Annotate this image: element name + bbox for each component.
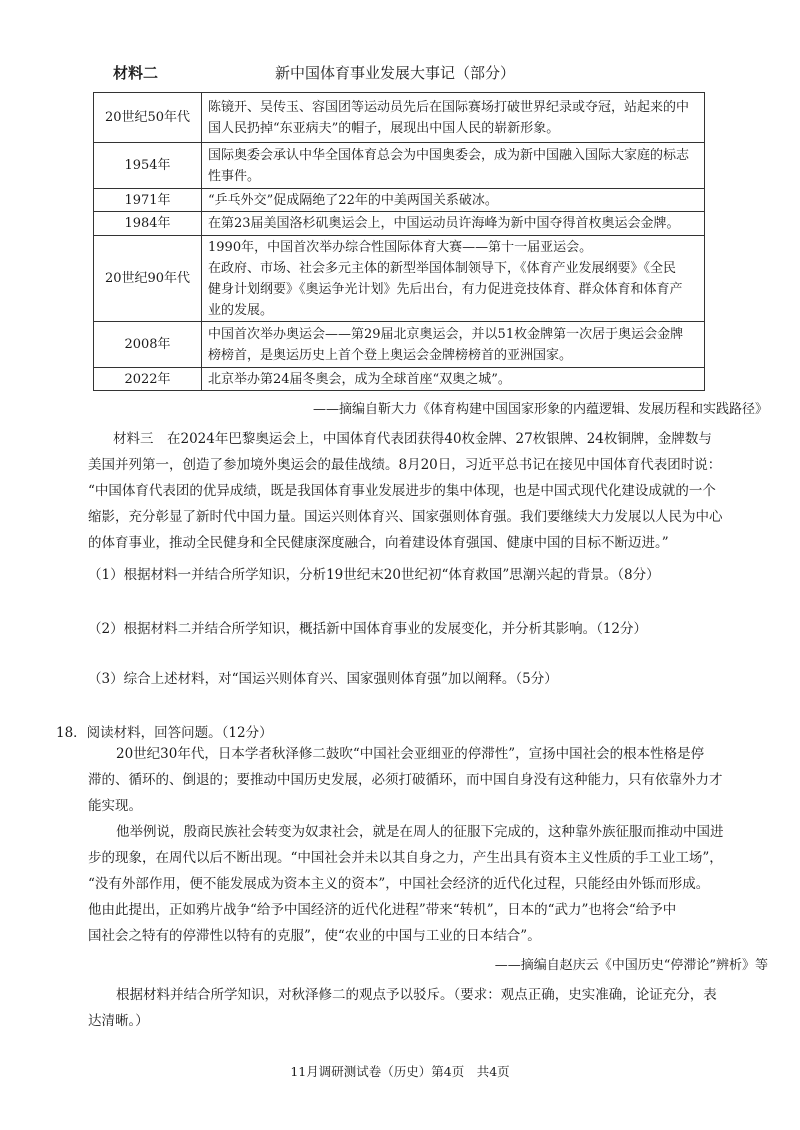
table-row xyxy=(94,322,705,368)
text-line: “没有外部作用，便不能发展成为资本主义的资本”，中国社会经济的近代化过程，只能经由外铄而形成。 xyxy=(88,876,710,892)
row-desc xyxy=(202,368,705,391)
text-line: 材料三 在2024年巴黎奥运会上，中国体育代表团获得40枚金牌、27枚银牌、24枚铜牌，金牌数与 xyxy=(113,431,712,447)
desc-line: 北京举办第24届冬奥会，成为全球首座“双奥之城”。 xyxy=(208,371,511,387)
row-year: 20世纪90年代 xyxy=(94,236,202,322)
desc-line: 陈镜开、吴传玉、容国团等运动员先后在国际赛场打破世界纪录或夺冠，站起来的中 xyxy=(208,99,690,115)
text-line: 滞的、循环的、倒退的；要推动中国历史发展，必须打破循环，而中国自身没有这种能力，只有依靠外力才 xyxy=(88,772,723,788)
q18-source: ——摘编自赵庆云《中国历史“停滞论”辨析》等 xyxy=(494,958,768,973)
table-row xyxy=(94,368,705,391)
row-year: 1984年 xyxy=(94,212,202,236)
question-1: （1）根据材料一并结合所学知识，分析19世纪末20世纪初“体育救国”思潮兴起的背景。（8分） xyxy=(88,567,660,583)
text-line: 步的现象，在周代以后不断出现。“中国社会并未以其自身之力，产生出具有资本主义性质的手工业工场”， xyxy=(88,850,723,866)
desc-line: “乒乓外交”促成隔绝了22年的中美两国关系破冰。 xyxy=(208,192,498,208)
text-line: 缩影，充分彰显了新时代中国力量。国运兴则体育兴、国家强则体育强。我们要继续大力发展以人民为中心 xyxy=(88,509,723,525)
text-line: 他举例说，殷商民族社会转变为奴隶社会，就是在周人的征服下完成的，这种靠外族征服而推动中国进 xyxy=(116,824,724,840)
row-year: 2022年 xyxy=(94,368,202,391)
table-row xyxy=(94,143,705,189)
desc-line: 在政府、市场、社会多元主体的新型举国体制领导下，《体育产业发展纲要》《全民 xyxy=(208,260,677,276)
row-year: 1971年 xyxy=(94,189,202,212)
q18-instruction xyxy=(88,982,768,1034)
text-line: 国社会之特有的停滞性以特有的克服”，使“农业的中国与工业的日本结合”。 xyxy=(88,928,541,944)
q18-paragraph-1 xyxy=(88,741,768,819)
text-line: 的体育事业，推动全民健身和全民健康深度融合，向着建设体育强国、健康中国的目标不断迈进。” xyxy=(88,535,669,551)
page-footer: 11月调研测试卷（历史）第4页 共4页 xyxy=(290,1064,510,1079)
row-desc xyxy=(202,236,705,322)
text-line: 达清晰。） xyxy=(88,1013,149,1029)
row-desc xyxy=(202,93,705,143)
q18-paragraph-2 xyxy=(88,819,768,949)
text-line: “中国体育代表团的优异成绩，既是我国体育事业发展进步的集中体现，也是中国式现代化建设成就的一个 xyxy=(88,483,716,499)
row-desc xyxy=(202,212,705,236)
desc-line: 在第23届美国洛杉矶奥运会上，中国运动员许海峰为新中国夺得首枚奥运会金牌。 xyxy=(208,216,680,231)
text-line: 他由此提出，正如鸦片战争“给予中国经济的近代化进程”带来“转机”，日本的“武力”也将会“给予中 xyxy=(88,902,677,918)
desc-line: 健身计划纲要》《奥运争光计划》先后出台，有力促进竞技体育、群众体育和体育产 xyxy=(208,281,683,297)
desc-line: 性事件。 xyxy=(208,168,261,184)
row-year: 2008年 xyxy=(94,322,202,368)
table-row xyxy=(94,189,705,212)
desc-line: 国际奥委会承认中华全国体育总会为中国奥委会，成为新中国融入国际大家庭的标志 xyxy=(208,147,690,163)
desc-line: 国人民扔掉“东亚病夫”的帽子，展现出中国人民的崭新形象。 xyxy=(208,120,560,136)
row-year: 20世纪50年代 xyxy=(94,93,202,143)
row-year: 1954年 xyxy=(94,143,202,189)
events-table xyxy=(93,92,705,391)
material2-label: 材料二 xyxy=(113,64,159,82)
question-3: （3）综合上述材料，对“国运兴则体育兴、国家强则体育强”加以阐释。（5分） xyxy=(88,671,558,687)
row-desc xyxy=(202,189,705,212)
desc-line: 1990年，中国首次举办综合性国际体育大赛——第十一届亚运会。 xyxy=(208,239,593,255)
material3-text xyxy=(88,426,768,556)
material2-title: 新中国体育事业发展大事记（部分） xyxy=(275,64,516,82)
question-18-head: 18．阅读材料，回答问题。（12分） xyxy=(56,725,273,741)
table-row xyxy=(94,212,705,236)
text-line: 根据材料并结合所学知识，对秋泽修二的观点予以驳斥。（要求：观点正确，史实准确，论证充分，表 xyxy=(116,987,717,1003)
text-line: 美国并列第一，创造了参加境外奥运会的最佳战绩。8月20日，习近平总书记在接见中国体育代表团时说： xyxy=(88,457,722,473)
row-desc xyxy=(202,143,705,189)
desc-line: 榜榜首，是奥运历史上首个登上奥运会金牌榜榜首的亚洲国家。 xyxy=(208,347,573,363)
desc-line: 中国首次举办奥运会——第29届北京奥运会，并以51枚金牌第一次居于奥运会金牌 xyxy=(208,326,684,342)
desc-line: 业的发展。 xyxy=(208,302,274,318)
text-line: 20世纪30年代，日本学者秋泽修二鼓吹“中国社会亚细亚的停滞性”，宣扬中国社会的根本性格是停 xyxy=(116,746,705,762)
table-row xyxy=(94,93,705,143)
text-line: 能实现。 xyxy=(88,798,142,814)
table-row xyxy=(94,236,705,322)
row-desc xyxy=(202,322,705,368)
question-2: （2）根据材料二并结合所学知识，概括新中国体育事业的发展变化，并分析其影响。（12分） xyxy=(88,621,648,637)
material2-source: ——摘编自靳大力《体育构建中国国家形象的内蕴逻辑、发展历程和实践路径》 xyxy=(312,402,768,417)
